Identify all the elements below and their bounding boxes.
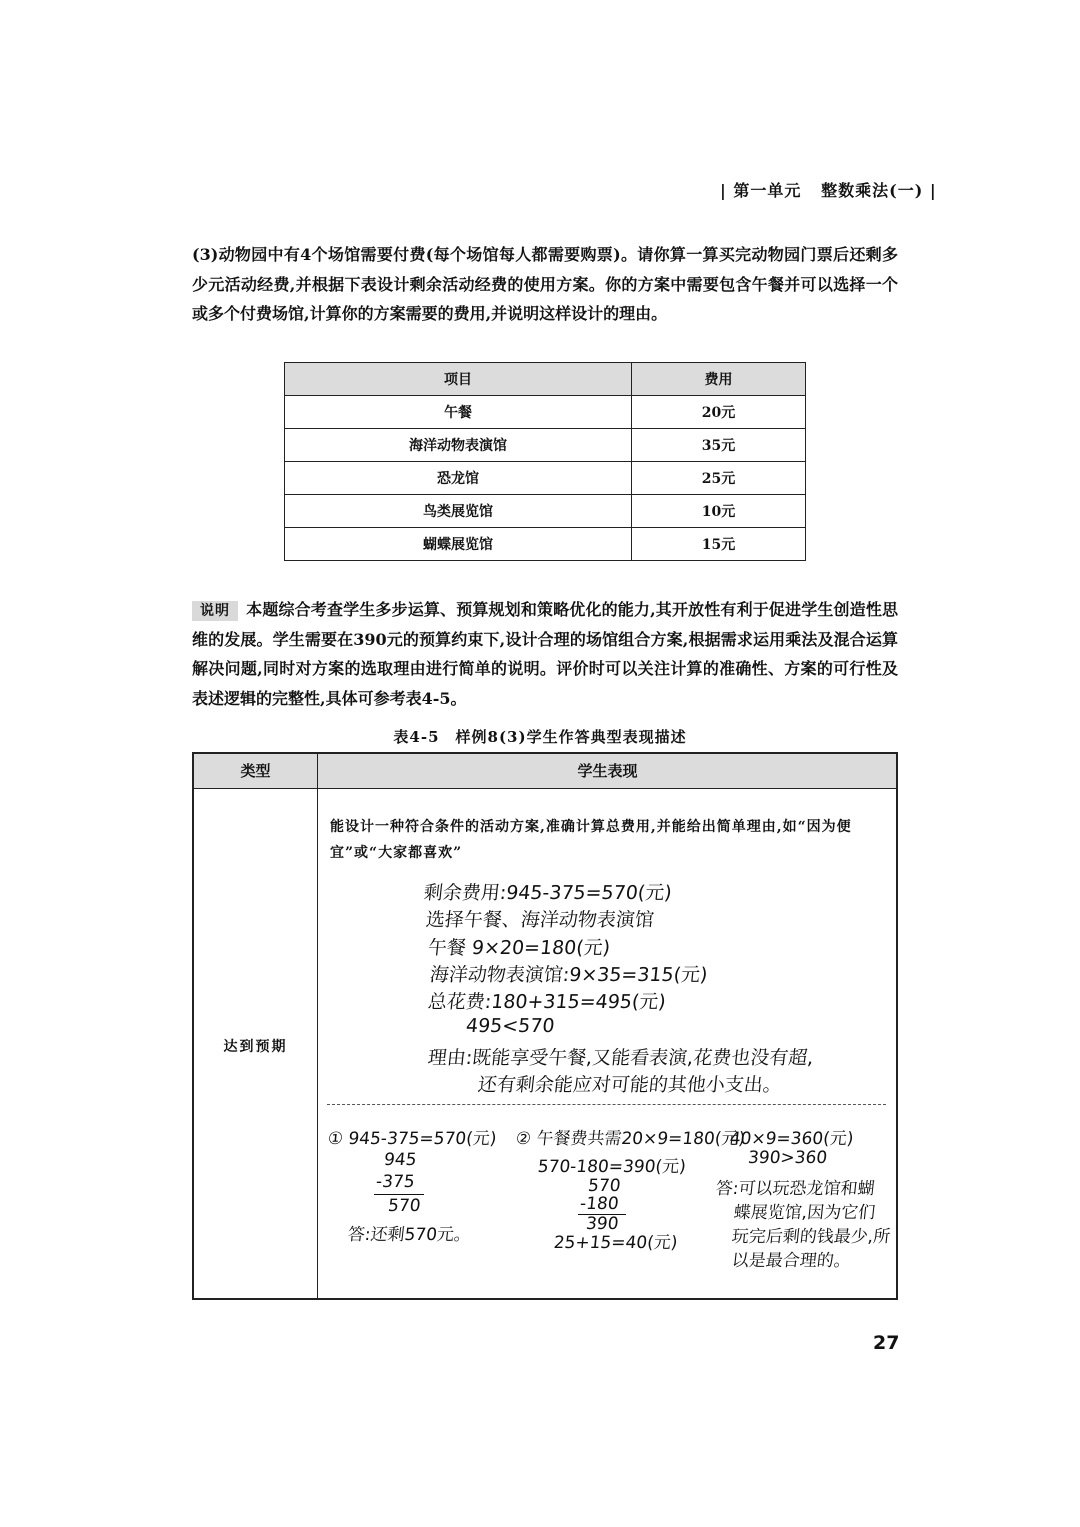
fee-item: 蝴蝶展览馆 <box>285 528 632 561</box>
fee-item: 恐龙馆 <box>285 462 632 495</box>
running-header: | 第一单元 整数乘法(一) | <box>720 181 937 200</box>
hw-line: 390 <box>584 1214 620 1234</box>
fee-item: 鸟类展览馆 <box>285 495 632 528</box>
hw-line: 以是最合理的。 <box>730 1251 852 1271</box>
table-caption: 表4-5 样例8(3)学生作答典型表现描述 <box>393 728 687 746</box>
hw-line: 25+15=40(元) <box>552 1233 679 1253</box>
hw-line: 570 <box>386 1196 422 1216</box>
header-performance: 学生表现 <box>577 762 638 780</box>
table-row <box>285 495 806 528</box>
hw-line: 还有剩余能应对可能的其他小支出。 <box>476 1074 784 1096</box>
hw-line: ① 945-375=570(元) <box>326 1129 498 1149</box>
hw-line: 答:还剩570元。 <box>346 1225 472 1245</box>
hw-line: 玩完后剩的钱最少,所 <box>730 1227 892 1247</box>
hw-line: 蝶展览馆,因为它们 <box>732 1203 877 1223</box>
hw-line: 午餐 9×20=180(元) <box>426 937 612 959</box>
topic-title: 整数乘法(一) <box>821 181 924 200</box>
fee-cost: 25元 <box>632 462 806 495</box>
performance-level: 达到预期 <box>223 1039 288 1055</box>
fee-table <box>284 362 806 561</box>
hw-line: 选择午餐、海洋动物表演馆 <box>424 909 656 931</box>
performance-criterion: 能设计一种符合条件的活动方案,准确计算总费用,并能给出简单理由,如“因为便宜”或“大家都喜欢” <box>330 819 852 861</box>
fee-header-cost: 费用 <box>632 363 806 396</box>
fee-item: 午餐 <box>285 396 632 429</box>
hw-line: 总花费:180+315=495(元) <box>426 991 667 1013</box>
hw-line: 570 <box>586 1176 622 1196</box>
table-row <box>285 462 806 495</box>
hw-line: 剩余费用:945-375=570(元) <box>422 882 673 904</box>
calc-underline <box>374 1194 424 1195</box>
hw-line: 40×9=360(元) <box>728 1129 855 1149</box>
hw-line: 495<570 <box>464 1015 556 1037</box>
fee-item: 海洋动物表演馆 <box>285 429 632 462</box>
table-row <box>285 528 806 561</box>
hw-line: 理由:既能享受午餐,又能看表演,花费也没有超, <box>426 1047 815 1069</box>
explanation-paragraph <box>192 595 898 713</box>
unit-title: 第一单元 <box>733 181 802 200</box>
performance-table <box>192 752 898 1300</box>
problem-statement: (3)动物园中有4个场馆需要付费(每个场馆每人都需要购票)。请你算一算买完动物园门票后还剩多少元活动经费,并根据下表设计剩余活动经费的使用方案。你的方案中需要包含午餐并可以选择一个或多个付费场馆,计算你的方案需要的费用,并说明这样设计的理由。 <box>192 245 898 323</box>
column-divider <box>317 754 318 1298</box>
table-row <box>285 429 806 462</box>
hw-line: -180 <box>578 1194 620 1214</box>
fee-cost: 35元 <box>632 429 806 462</box>
explanation-tag: 说明 <box>192 601 238 621</box>
explanation-text: 本题综合考查学生多步运算、预算规划和策略优化的能力,其开放性有利于促进学生创造性思维的发展。学生需要在390元的预算约束下,设计合理的场馆组合方案,根据需求运用乘法及混合运算解决问题,同时对方案的选取理由进行简单的说明。评价时可以关注计算的准确性、方案的可行性及表述逻辑的完整性,具体可参考表4-5。 <box>192 600 898 708</box>
hw-line: 390>360 <box>746 1148 829 1168</box>
performance-table-header <box>194 754 896 789</box>
fee-cost: 15元 <box>632 528 806 561</box>
hw-line: 海洋动物表演馆:9×35=315(元) <box>428 964 709 986</box>
fee-header-item: 项目 <box>285 363 632 396</box>
table-row <box>285 396 806 429</box>
fee-table-header <box>285 363 806 396</box>
page-number: 27 <box>873 1332 900 1354</box>
fee-cost: 20元 <box>632 396 806 429</box>
fee-cost: 10元 <box>632 495 806 528</box>
hw-line: 答:可以玩恐龙馆和蝴 <box>714 1179 876 1199</box>
hw-line: ② 午餐费共需20×9=180(元) <box>514 1129 747 1149</box>
dashed-divider <box>327 1104 886 1105</box>
header-type: 类型 <box>240 762 271 780</box>
hw-line: 945 <box>382 1150 418 1170</box>
hw-line: -375 <box>374 1172 416 1192</box>
hw-line: 570-180=390(元) <box>536 1157 687 1177</box>
